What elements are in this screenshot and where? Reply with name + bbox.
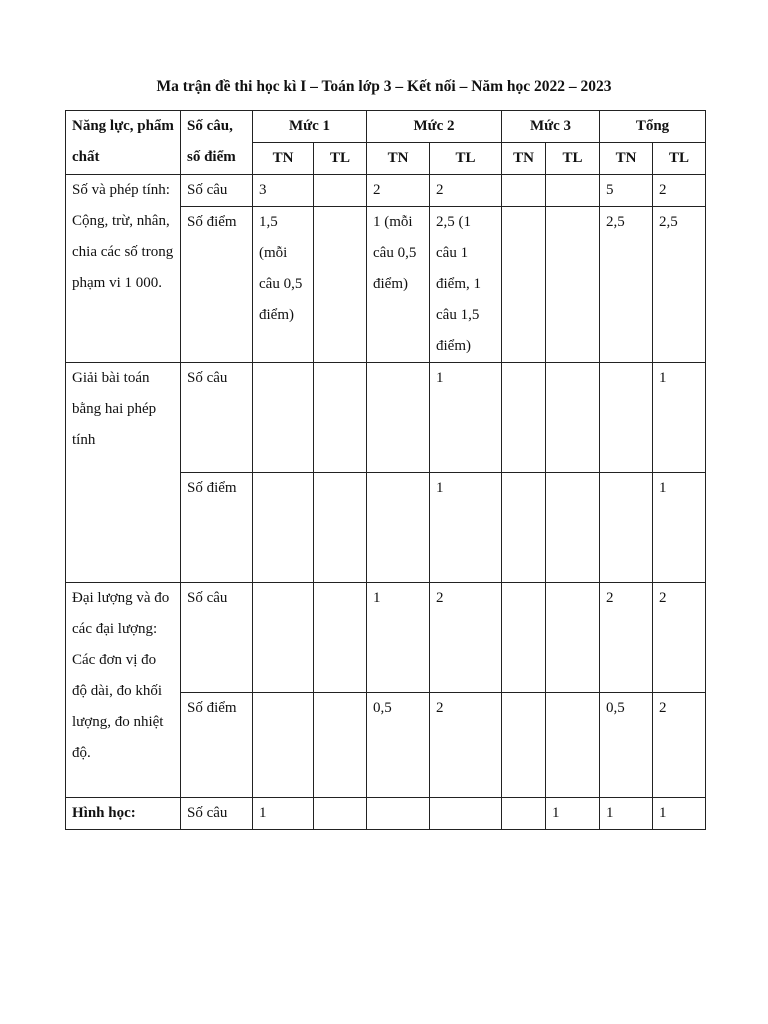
value-cell: 1 xyxy=(653,798,706,830)
value-cell xyxy=(546,207,600,363)
value-cell: 2 xyxy=(653,693,706,798)
value-cell: 1 xyxy=(367,583,430,693)
value-cell xyxy=(314,583,367,693)
header-row-levels xyxy=(66,111,706,143)
row-label: Số câu xyxy=(181,363,253,473)
table-row xyxy=(66,583,706,693)
competency-cell: Hình học: xyxy=(66,798,181,830)
value-cell: 1,5 (mỗi câu 0,5 điểm) xyxy=(253,207,314,363)
value-cell: 2,5 xyxy=(653,207,706,363)
value-cell xyxy=(546,583,600,693)
value-cell: 1 xyxy=(653,473,706,583)
value-cell: 2 xyxy=(600,583,653,693)
value-cell: 1 xyxy=(546,798,600,830)
value-cell: 2 xyxy=(430,175,502,207)
value-cell: 0,5 xyxy=(600,693,653,798)
row-label: Số điểm xyxy=(181,473,253,583)
row-label: Số câu xyxy=(181,175,253,207)
header-level-3: Mức 3 xyxy=(502,111,600,143)
table-row xyxy=(66,363,706,473)
value-cell xyxy=(367,363,430,473)
header-tl: TL xyxy=(314,143,367,175)
value-cell xyxy=(546,693,600,798)
row-label: Số câu xyxy=(181,583,253,693)
row-label: Số điểm xyxy=(181,207,253,363)
value-cell: 0,5 xyxy=(367,693,430,798)
value-cell xyxy=(253,363,314,473)
competency-cell: Giải bài toán bằng hai phép tính xyxy=(66,363,181,583)
value-cell: 2,5 xyxy=(600,207,653,363)
value-cell xyxy=(502,798,546,830)
value-cell xyxy=(502,473,546,583)
value-cell xyxy=(502,175,546,207)
value-cell xyxy=(314,207,367,363)
row-label: Số câu xyxy=(181,798,253,830)
value-cell xyxy=(600,363,653,473)
value-cell xyxy=(546,175,600,207)
header-tl: TL xyxy=(546,143,600,175)
value-cell xyxy=(502,693,546,798)
competency-cell: Đại lượng và đo các đại lượng: Các đơn vị đo độ dài, đo khối lượng, đo nhiệt độ. xyxy=(66,583,181,798)
value-cell: 2 xyxy=(367,175,430,207)
header-total: Tổng xyxy=(600,111,706,143)
value-cell: 5 xyxy=(600,175,653,207)
table-row xyxy=(66,798,706,830)
value-cell: 1 xyxy=(430,363,502,473)
value-cell: 1 xyxy=(600,798,653,830)
value-cell xyxy=(314,363,367,473)
value-cell: 2 xyxy=(653,175,706,207)
value-cell xyxy=(253,693,314,798)
header-level-2: Mức 2 xyxy=(367,111,502,143)
header-tl: TL xyxy=(653,143,706,175)
value-cell xyxy=(546,363,600,473)
value-cell xyxy=(314,693,367,798)
value-cell: 2 xyxy=(430,693,502,798)
value-cell xyxy=(253,583,314,693)
table-row xyxy=(66,175,706,207)
value-cell xyxy=(546,473,600,583)
row-label: Số điểm xyxy=(181,693,253,798)
header-tn: TN xyxy=(502,143,546,175)
value-cell xyxy=(314,798,367,830)
header-tn: TN xyxy=(600,143,653,175)
value-cell xyxy=(367,798,430,830)
value-cell xyxy=(367,473,430,583)
value-cell: 2 xyxy=(653,583,706,693)
header-competency: Năng lực, phẩm chất xyxy=(66,111,181,175)
exam-matrix-table xyxy=(65,110,706,830)
value-cell xyxy=(430,798,502,830)
value-cell xyxy=(502,207,546,363)
value-cell xyxy=(314,473,367,583)
value-cell: 2 xyxy=(430,583,502,693)
competency-cell: Số và phép tính: Cộng, trừ, nhân, chia các số trong phạm vi 1 000. xyxy=(66,175,181,363)
value-cell: 3 xyxy=(253,175,314,207)
header-tn: TN xyxy=(367,143,430,175)
value-cell: 1 (mỗi câu 0,5 điểm) xyxy=(367,207,430,363)
header-tn: TN xyxy=(253,143,314,175)
value-cell xyxy=(314,175,367,207)
value-cell: 1 xyxy=(653,363,706,473)
header-count-score: Số câu, số điểm xyxy=(181,111,253,175)
document-title: Ma trận đề thi học kì I – Toán lớp 3 – Kết nối – Năm học 2022 – 2023 xyxy=(156,78,612,95)
value-cell: 1 xyxy=(253,798,314,830)
header-level-1: Mức 1 xyxy=(253,111,367,143)
header-tl: TL xyxy=(430,143,502,175)
value-cell xyxy=(502,363,546,473)
value-cell: 2,5 (1 câu 1 điểm, 1 câu 1,5 điểm) xyxy=(430,207,502,363)
value-cell xyxy=(600,473,653,583)
value-cell xyxy=(253,473,314,583)
value-cell: 1 xyxy=(430,473,502,583)
value-cell xyxy=(502,583,546,693)
